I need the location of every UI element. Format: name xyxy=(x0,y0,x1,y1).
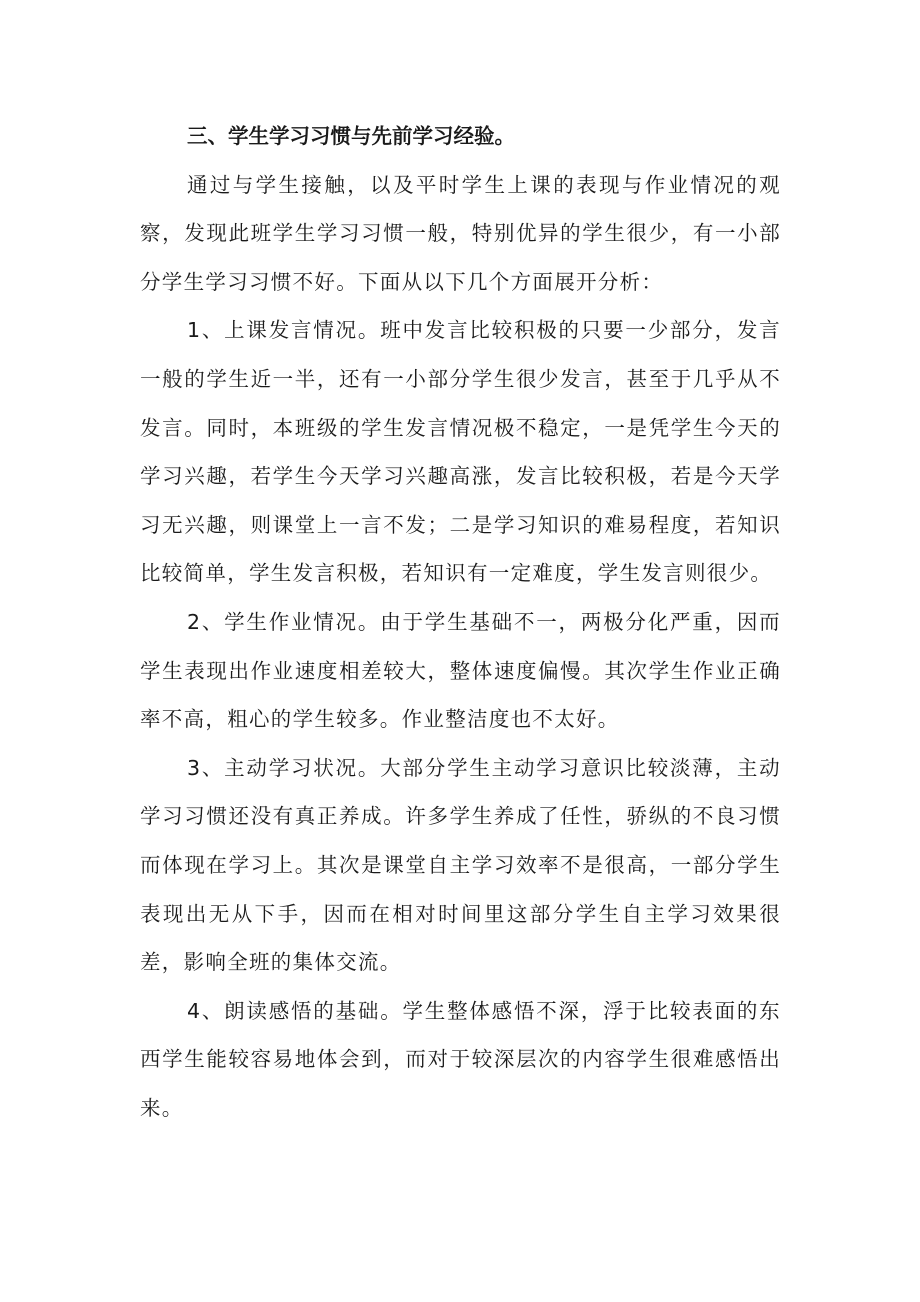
paragraph-intro: 通过与学生接触，以及平时学生上课的表现与作业情况的观察，发现此班学生学习习惯一般，特别优异的学生很少，有一小部分学生学习习惯不好。下面从以下几个方面展开分析： xyxy=(140,172,781,294)
paragraph-reading: 4、朗读感悟的基础。学生整体感悟不深，浮于比较表面的东西学生能较容易地体会到，而对于较深层次的内容学生很难感悟出来。 xyxy=(140,998,781,1120)
section-heading: 三、学生学习习惯与先前学习经验。 xyxy=(187,124,515,148)
document-body xyxy=(140,112,781,1132)
paragraph-speaking: 1、上课发言情况。班中发言比较积极的只要一少部分，发言一般的学生近一半，还有一小部分学生很少发言，甚至于几乎从不发言。同时，本班级的学生发言情况极不稳定，一是凭学生今天的学习兴趣，若学生今天学习兴趣高涨，发言比较积极，若是今天学习无兴趣，则课堂上一言不发；二是学习知识的难易程度，若知识比较简单，学生发言积极，若知识有一定难度，学生发言则很少。 xyxy=(140,318,781,586)
paragraph-self-study: 3、主动学习状况。大部分学生主动学习意识比较淡薄，主动学习习惯还没有真正养成。许多学生养成了任性，骄纵的不良习惯而体现在学习上。其次是课堂自主学习效率不是很高，一部分学生表现出无从下手，因而在相对时间里这部分学生自主学习效果很差，影响全班的集体交流。 xyxy=(140,755,781,975)
paragraph-homework: 2、学生作业情况。由于学生基础不一，两极分化严重，因而学生表现出作业速度相差较大，整体速度偏慢。其次学生作业正确率不高，粗心的学生较多。作业整洁度也不太好。 xyxy=(140,609,781,732)
